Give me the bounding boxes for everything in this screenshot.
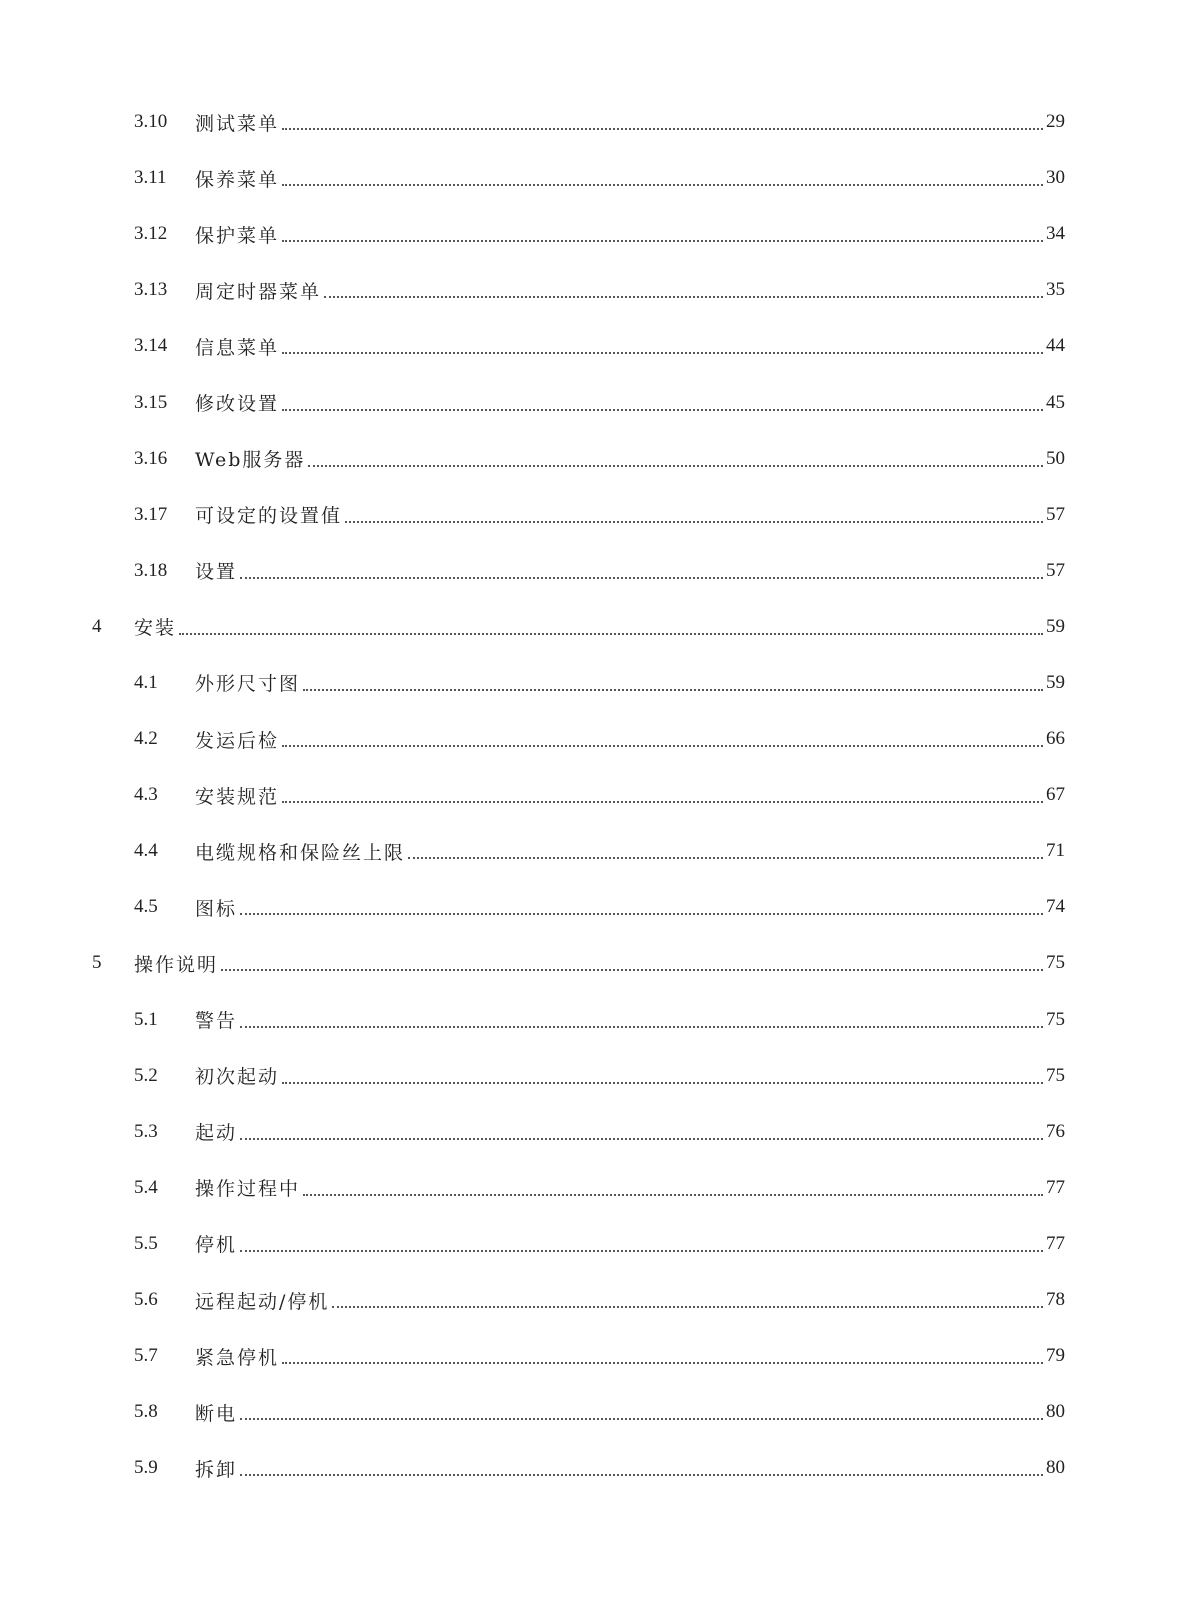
toc-entry[interactable] <box>0 318 1179 374</box>
toc-entry[interactable] <box>0 1216 1179 1272</box>
toc-entry-page: 77 <box>1046 1176 1065 1198</box>
toc-entry-title: 安装规范 <box>195 785 280 808</box>
toc-entry-title: 图标 <box>195 897 238 920</box>
toc-entry[interactable] <box>0 823 1179 879</box>
toc-entry-page: 57 <box>1046 559 1065 581</box>
toc-entry-number: 4.4 <box>134 840 158 862</box>
toc-entry-number: 3.18 <box>134 559 168 581</box>
toc-entry-page: 71 <box>1046 840 1065 862</box>
toc-entry-number: 3.13 <box>134 279 168 301</box>
toc-entry-page: 66 <box>1046 728 1065 750</box>
toc-entry-page: 75 <box>1046 952 1065 974</box>
toc-entry[interactable] <box>0 487 1179 543</box>
toc-entry-title: 保护菜单 <box>195 224 280 247</box>
dot-leader <box>240 1418 1043 1420</box>
toc-entry-title: Web服务器 <box>195 449 306 472</box>
toc-entry-title: 安装 <box>134 617 177 640</box>
toc-entry[interactable] <box>0 431 1179 487</box>
toc-entry-number: 3.12 <box>134 223 168 245</box>
toc-entry-number: 5.2 <box>134 1064 158 1086</box>
toc-entry[interactable] <box>0 599 1179 655</box>
toc-entry[interactable] <box>0 655 1179 711</box>
toc-entry-page: 67 <box>1046 784 1065 806</box>
dot-leader <box>221 969 1043 971</box>
toc-entry-title: 断电 <box>195 1402 238 1425</box>
dot-leader <box>282 1082 1043 1084</box>
dot-leader <box>240 577 1043 579</box>
toc-entry-page: 29 <box>1046 111 1065 133</box>
toc-entry-page: 50 <box>1046 447 1065 469</box>
toc-entry-number: 5.4 <box>134 1176 158 1198</box>
toc-entry-number: 3.11 <box>134 167 167 189</box>
toc-entry[interactable] <box>0 767 1179 823</box>
dot-leader <box>345 521 1043 523</box>
toc-entry-title: 电缆规格和保险丝上限 <box>195 841 406 864</box>
toc-entry-title: 起动 <box>195 1122 238 1145</box>
toc-entry-number: 3.14 <box>134 335 168 357</box>
dot-leader <box>303 1194 1043 1196</box>
dot-leader <box>240 1474 1043 1476</box>
toc-entry[interactable] <box>0 262 1179 318</box>
toc-entry-number: 5.6 <box>134 1289 158 1311</box>
toc-entry-page: 80 <box>1046 1401 1065 1423</box>
toc-entry[interactable] <box>0 1160 1179 1216</box>
toc-entry-title: 紧急停机 <box>195 1346 280 1369</box>
toc-entry[interactable] <box>0 1328 1179 1384</box>
toc-entry-title: 操作过程中 <box>195 1178 301 1201</box>
toc-entry-title: 测试菜单 <box>195 112 280 135</box>
toc-entry-title: 停机 <box>195 1234 238 1257</box>
toc-entry-number: 4.3 <box>134 784 158 806</box>
toc-entry-title: 警告 <box>195 1010 238 1033</box>
toc-entry-page: 75 <box>1046 1008 1065 1030</box>
toc-entry-number: 4.5 <box>134 896 158 918</box>
dot-leader <box>282 801 1043 803</box>
toc-entry[interactable] <box>0 94 1179 150</box>
dot-leader <box>282 745 1043 747</box>
toc-entry-page: 44 <box>1046 335 1065 357</box>
toc-entry-title: 初次起动 <box>195 1066 280 1089</box>
toc-entry-title: 远程起动/停机 <box>195 1290 330 1313</box>
toc-entry-page: 79 <box>1046 1345 1065 1367</box>
toc-entry[interactable] <box>0 992 1179 1048</box>
toc-entry-title: 可设定的设置值 <box>195 505 343 528</box>
dot-leader <box>324 296 1043 298</box>
toc-entry[interactable] <box>0 1384 1179 1440</box>
toc-entry[interactable] <box>0 1104 1179 1160</box>
dot-leader <box>332 1306 1043 1308</box>
toc-entry-page: 57 <box>1046 503 1065 525</box>
dot-leader <box>282 409 1043 411</box>
dot-leader <box>303 689 1043 691</box>
toc-entry-number: 5.3 <box>134 1120 158 1142</box>
toc-entry-title: 保养菜单 <box>195 168 280 191</box>
toc-entry-page: 80 <box>1046 1457 1065 1479</box>
toc-entry-number: 4.2 <box>134 728 158 750</box>
toc-entry-title: 修改设置 <box>195 393 280 416</box>
toc-entry[interactable] <box>0 543 1179 599</box>
toc-entry-number: 3.10 <box>134 111 168 133</box>
dot-leader <box>282 184 1043 186</box>
dot-leader <box>408 857 1043 859</box>
dot-leader <box>240 913 1043 915</box>
toc-entry-number: 5.7 <box>134 1345 158 1367</box>
dot-leader <box>240 1138 1043 1140</box>
dot-leader <box>240 1250 1043 1252</box>
dot-leader <box>240 1026 1043 1028</box>
toc-entry-title: 拆卸 <box>195 1458 238 1481</box>
toc-entry[interactable] <box>0 206 1179 262</box>
toc-entry-title: 设置 <box>195 561 238 584</box>
toc-entry-title: 信息菜单 <box>195 336 280 359</box>
toc-entry-page: 30 <box>1046 167 1065 189</box>
toc-entry[interactable] <box>0 150 1179 206</box>
toc-entry[interactable] <box>0 935 1179 991</box>
toc-entry[interactable] <box>0 1272 1179 1328</box>
toc-entry-page: 45 <box>1046 391 1065 413</box>
toc-entry[interactable] <box>0 374 1179 430</box>
toc-entry[interactable] <box>0 879 1179 935</box>
toc-entry-page: 35 <box>1046 279 1065 301</box>
toc-entry-page: 78 <box>1046 1289 1065 1311</box>
toc-entry-number: 3.15 <box>134 391 168 413</box>
dot-leader <box>179 633 1043 635</box>
dot-leader <box>282 352 1043 354</box>
toc-entry-number: 5.1 <box>134 1008 158 1030</box>
toc-entry-page: 77 <box>1046 1232 1065 1254</box>
dot-leader <box>308 465 1043 467</box>
toc-entry[interactable] <box>0 1440 1179 1496</box>
toc-entry-title: 操作说明 <box>134 953 219 976</box>
dot-leader <box>282 1362 1043 1364</box>
dot-leader <box>282 240 1043 242</box>
toc-entry-page: 76 <box>1046 1120 1065 1142</box>
toc-entry-page: 34 <box>1046 223 1065 245</box>
dot-leader <box>282 128 1043 130</box>
toc-entry-number: 4 <box>92 615 102 637</box>
toc-entry-page: 59 <box>1046 615 1065 637</box>
toc-entry-number: 5.9 <box>134 1457 158 1479</box>
toc-entry-number: 5.8 <box>134 1401 158 1423</box>
toc-entry-page: 75 <box>1046 1064 1065 1086</box>
toc-entry-number: 3.17 <box>134 503 168 525</box>
toc-entry-number: 5 <box>92 952 102 974</box>
toc-entry-title: 外形尺寸图 <box>195 673 301 696</box>
toc-entry-page: 74 <box>1046 896 1065 918</box>
toc-entry-title: 周定时器菜单 <box>195 280 322 303</box>
toc-entry-page: 59 <box>1046 671 1065 693</box>
toc-entry[interactable] <box>0 1048 1179 1104</box>
table-of-contents <box>0 94 1179 1496</box>
toc-entry-number: 3.16 <box>134 447 168 469</box>
toc-entry-number: 5.5 <box>134 1232 158 1254</box>
toc-entry-title: 发运后检 <box>195 729 280 752</box>
toc-entry[interactable] <box>0 711 1179 767</box>
toc-entry-number: 4.1 <box>134 671 158 693</box>
